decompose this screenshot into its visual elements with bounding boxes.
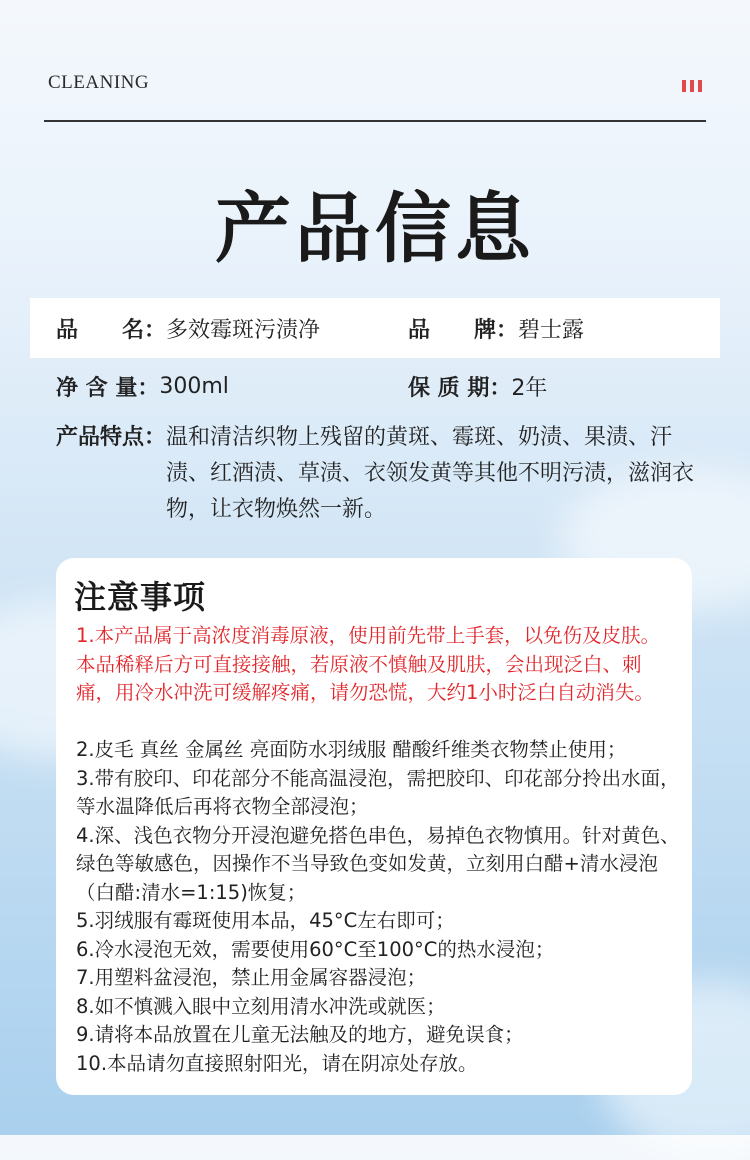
product-name-label: 品 名： (56, 318, 167, 343)
features-value: 温和清洁织物上残留的黄斑、霉斑、奶渍、果渍、汗渍、红酒渍、草渍、衣领发黄等其他不明污渍，滋润衣物，让衣物焕然一新。 (166, 425, 695, 522)
volume-value: 300ml (159, 374, 229, 399)
product-name-row (56, 313, 320, 344)
product-name-value: 多效霉斑污渍净 (166, 318, 321, 343)
header-brand: CLEANING (48, 72, 150, 93)
header-divider (44, 120, 706, 122)
features-label: 产品特点： (56, 425, 167, 450)
list-item: 2.皮毛 真丝 金属丝 亮面防水羽绒服 醋酸纤维类衣物禁止使用； (76, 738, 627, 761)
brand-row (408, 313, 584, 344)
volume-label: 净 含 量： (56, 376, 160, 401)
notice-card (56, 558, 692, 1095)
shelf-life-value: 2年 (511, 376, 548, 401)
accent-dots-icon (682, 80, 702, 92)
list-item: 5.羽绒服有霉斑使用本品，45°C左右即可； (76, 909, 455, 932)
notice-warning: 1.本产品属于高浓度消毒原液，使用前先带上手套，以免伤及皮肤。本品稀释后方可直接接触，若原液不慎触及肌肤，会出现泛白、刺痛，用冷水冲洗可缓解疼痛，请勿恐慌，大约1小时泛白自动消失。 (76, 624, 661, 704)
list-item: 3.带有胶印、印花部分不能高温浸泡，需把胶印、印花部分拎出水面，等水温降低后再将衣物全部浸泡； (76, 766, 680, 818)
list-item: 6.冷水浸泡无效，需要使用60°C至100°C的热水浸泡； (76, 937, 555, 961)
brand-label: 品 牌： (408, 318, 519, 343)
list-item: 4.深、浅色衣物分开浸泡避免搭色串色，易掉色衣物慎用。针对黄色、绿色等敏感色，因操作不当导致色变如发黄，立刻用白醋+清水浸泡（白醋:清水=1:15)恢复； (76, 823, 680, 904)
list-item: 10.本品请勿直接照射阳光，请在阴凉处存放。 (76, 1051, 478, 1075)
list-item: 9.请将本品放置在儿童无法触及的地方，避免误食； (76, 1023, 524, 1046)
product-features (56, 420, 710, 528)
brand-value: 碧士露 (518, 318, 585, 343)
list-item: 8.如不慎溅入眼中立刻用清水冲洗或就医； (76, 994, 446, 1018)
shelf-life-row (408, 371, 547, 402)
shelf-life-label: 保 质 期： (408, 376, 512, 401)
page-title: 产品信息 (215, 184, 535, 273)
notice-title: 注意事项 (74, 578, 207, 616)
list-item: 7.用塑料盆浸泡，禁止用金属容器浸泡； (76, 966, 427, 989)
volume-row (56, 371, 229, 402)
notice-list (76, 736, 680, 1078)
